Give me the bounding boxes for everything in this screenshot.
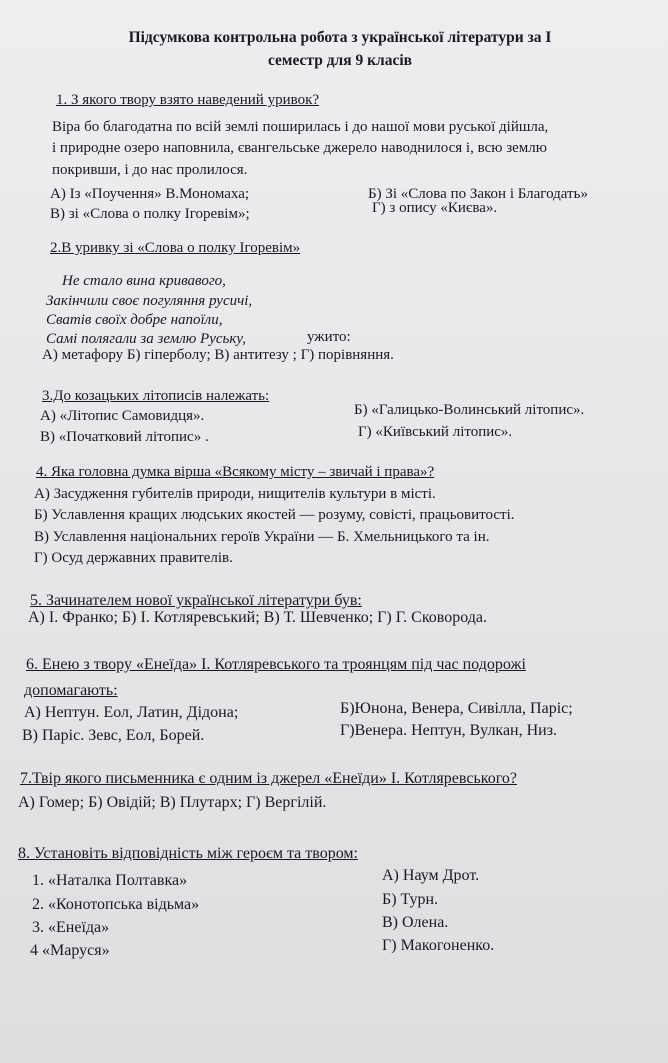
question-8: 8. Установіть відповідність між героєм та твором:: [18, 845, 358, 862]
question-7: 7.Твір якого письменника є одним із джерел «Енеїди» І. Котляревського?: [20, 770, 517, 787]
q1-passage-line-2: і природне озеро наповнила, євангельське джерело наводнилося і, всю землю: [52, 140, 547, 156]
q1-option-b: Б) Зі «Слова по Закон і Благодать»: [368, 186, 588, 202]
question-3: 3.До козацьких літописів належать:: [42, 388, 270, 404]
q2-poem-line-1: Не стало вина кривавого,: [62, 273, 226, 289]
q8-hero-a: А) Наум Дрот.: [382, 867, 480, 884]
q2-poem-line-3: Сватів своїх добре напоїли,: [46, 312, 223, 328]
question-6-line-2: допомагають:: [24, 682, 118, 699]
q8-hero-b: Б) Турн.: [382, 891, 439, 908]
question-5: 5. Зачинателем нової української літератури був:: [30, 592, 362, 609]
question-2: 2.В уривку зі «Слова о полку Ігоревім»: [50, 240, 301, 256]
q6-option-a: А) Нептун. Еол, Латин, Дідона;: [24, 704, 239, 721]
q4-option-a: А) Засудження губителів природи, нищителів культури в місті.: [34, 486, 436, 502]
q8-work-2: 2. «Конотопська відьма»: [32, 896, 200, 913]
q8-hero-v: В) Олена.: [382, 914, 449, 931]
q7-answers: А) Гомер; Б) Овідій; В) Плутарх; Г) Вергілій.: [18, 794, 327, 811]
q8-work-1: 1. «Наталка Полтавка»: [32, 872, 188, 889]
q5-answers: А) І. Франко; Б) І. Котляревський; В) Т. Шевченко; Г) Г. Сковорода.: [28, 609, 488, 626]
q1-passage-line-3: покривши, і до нас пролилося.: [52, 162, 248, 178]
q8-hero-g: Г) Макогоненко.: [382, 937, 495, 954]
question-6-line-1: 6. Енею з твору «Енеїда» І. Котляревського та троянцям під час подорожі: [26, 656, 526, 673]
q4-option-g: Г) Осуд державних правителів.: [34, 550, 233, 566]
title-line-1: Підсумкова контрольна робота з української літератури за І: [128, 29, 552, 46]
q1-option-v: В) зі «Слова о полку Ігоревім»;: [50, 206, 250, 222]
q8-work-4: 4 «Маруся»: [30, 942, 110, 959]
q3-option-b: Б) «Галицько-Волинський літопис».: [354, 402, 585, 418]
q2-poem-suffix: ужито:: [307, 329, 351, 345]
q1-passage-line-1: Віра бо благодатна по всій землі поширилась і до нашої мови руської дійшла,: [52, 119, 549, 135]
question-1: 1. З якого твору взято наведений уривок?: [56, 92, 320, 108]
q6-option-b: Б)Юнона, Венера, Сивілла, Паріс;: [340, 700, 573, 717]
q2-poem-line-4: Самі полягали за землю Руську,: [46, 331, 247, 347]
question-4: 4. Яка головна думка вірша «Всякому місту – звичай і права»?: [36, 464, 435, 480]
q6-option-g: Г)Венера. Нептун, Вулкан, Низ.: [340, 722, 558, 739]
q4-option-b: Б) Уславлення кращих людських якостей — розуму, совісті, працьовитості.: [34, 507, 515, 523]
q3-option-g: Г) «Київський літопис».: [358, 424, 513, 440]
q2-answers: А) метафору Б) гіперболу; В) антитезу ; Г) порівняння.: [42, 347, 394, 363]
q3-option-v: В) «Початковий літопис» .: [40, 429, 209, 445]
q1-option-a: А) Із «Поучення» В.Мономаха;: [50, 186, 250, 202]
q8-work-3: 3. «Енеїда»: [32, 919, 110, 936]
q6-option-v: В) Паріс. Зевс, Еол, Борей.: [22, 727, 205, 744]
q1-option-g: Г) з опису «Києва».: [372, 200, 498, 216]
q3-option-a: А) «Літопис Самовидця».: [40, 408, 205, 424]
q2-poem-line-2: Закінчили своє погуляння русичі,: [46, 293, 253, 309]
q4-option-v: В) Уславлення національних героїв України — Б. Хмельницького та ін.: [34, 529, 490, 545]
title-line-2: семестр для 9 класів: [267, 52, 413, 69]
